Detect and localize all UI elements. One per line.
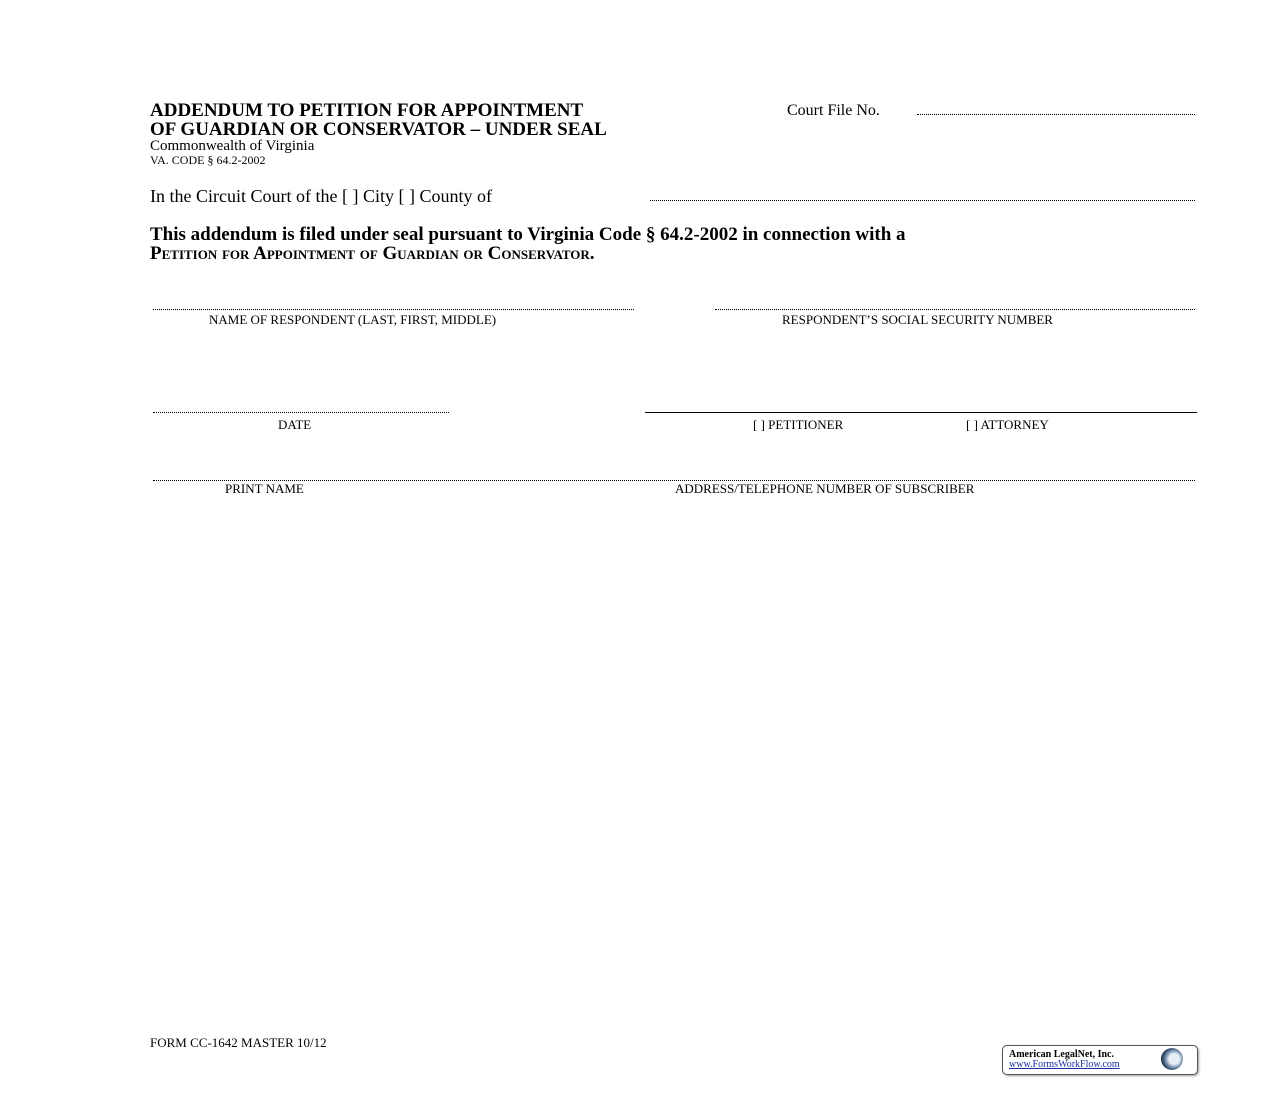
form-title-line2: OF GUARDIAN OR CONSERVATOR – UNDER SEAL [150,119,607,140]
print-name-label: PRINT NAME [225,481,304,496]
date-label: DATE [278,417,312,432]
respondent-name-label: NAME OF RESPONDENT (LAST, FIRST, MIDDLE) [209,312,497,327]
code-reference: VA. CODE § 64.2-2002 [150,153,266,167]
county-field[interactable] [650,200,1195,201]
globe-icon [1161,1048,1183,1070]
statement-line1: This addendum is filed under seal pursuant to Virginia Code § 64.2-2002 in connection with a [150,224,906,245]
address-label: ADDRESS/TELEPHONE NUMBER OF SUBSCRIBER [675,481,975,496]
form-id: FORM CC-1642 MASTER 10/12 [150,1035,327,1050]
ssn-label: RESPONDENT’S SOCIAL SECURITY NUMBER [782,312,1053,327]
signature-line[interactable] [645,412,1197,413]
court-line-text: In the Circuit Court of the [ ] City [ ] County of [150,186,492,206]
american-legalnet-logo[interactable] [1002,1045,1198,1075]
logo-url[interactable]: www.FormsWorkFlow.com [1009,1059,1120,1070]
court-file-field[interactable] [917,114,1195,115]
court-file-label: Court File No. [787,102,880,119]
ssn-field[interactable] [715,309,1195,310]
jurisdiction: Commonwealth of Virginia [150,138,315,154]
petitioner-checkbox[interactable]: [ ] PETITIONER [753,417,844,432]
form-title-line1: ADDENDUM TO PETITION FOR APPOINTMENT [150,100,584,121]
logo-company: American LegalNet, Inc. [1009,1049,1114,1060]
attorney-checkbox[interactable]: [ ] ATTORNEY [966,417,1049,432]
statement-line2: Petition for Appointment of Guardian or Conservator. [150,243,595,264]
respondent-name-field[interactable] [153,309,634,310]
date-field[interactable] [153,412,449,413]
print-name-address-field[interactable] [153,480,1195,481]
